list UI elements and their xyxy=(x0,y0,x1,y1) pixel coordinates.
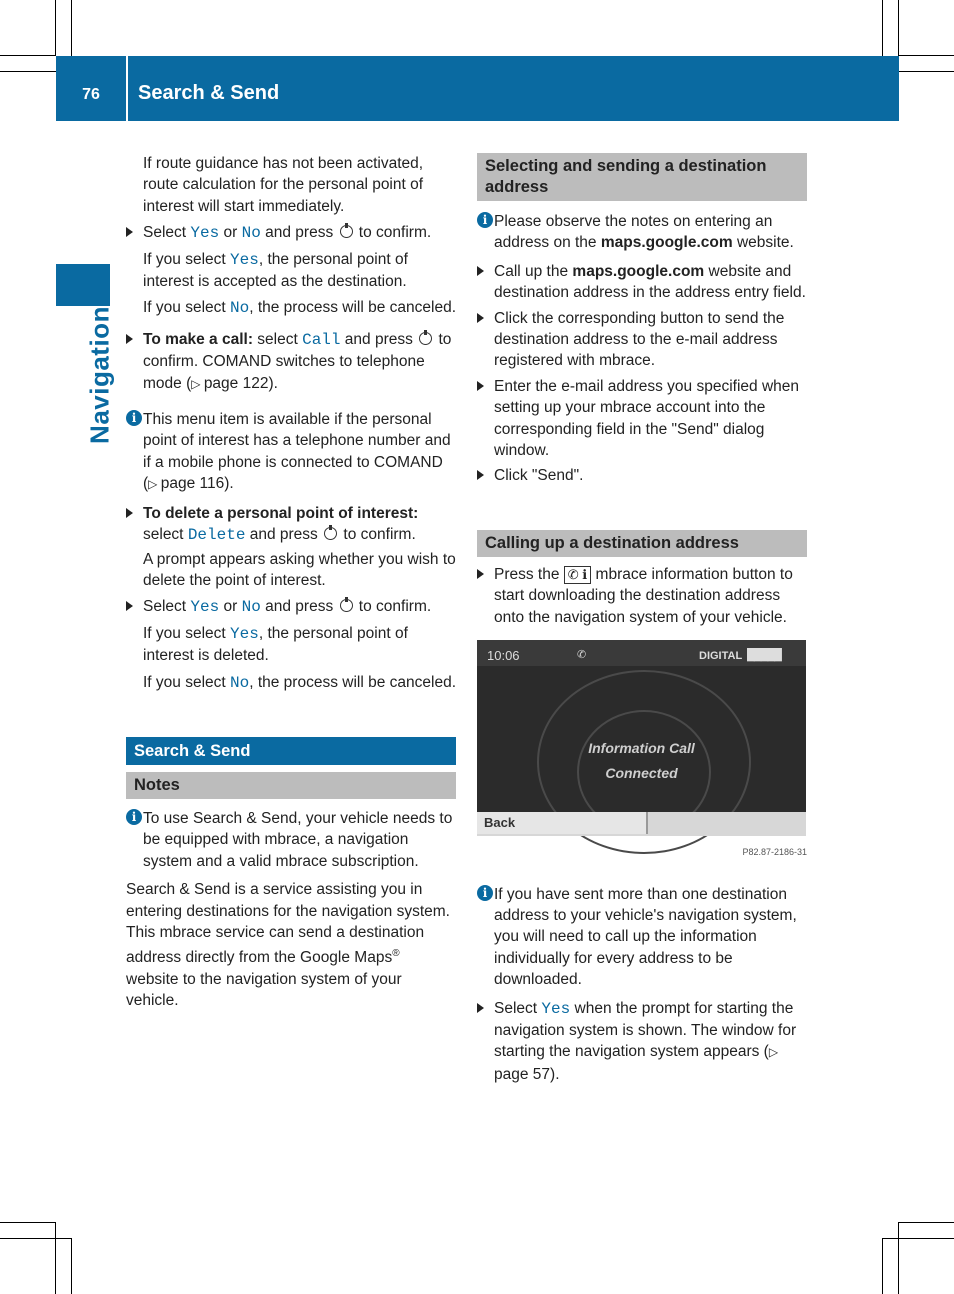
section-heading: Selecting and sending a destination address xyxy=(477,153,807,201)
crop-mark xyxy=(898,0,899,56)
header-title: Search & Send xyxy=(138,82,280,104)
crop-mark xyxy=(882,1238,883,1294)
controller-knob-icon xyxy=(324,527,337,540)
text: , the process will be canceled. xyxy=(249,673,456,691)
status-bar xyxy=(477,640,806,666)
arrow-icon xyxy=(477,381,484,391)
text: , the personal point of interest is accepted as the destination. xyxy=(143,250,408,291)
arrow-icon xyxy=(126,227,133,237)
info-icon: i xyxy=(126,410,142,426)
controller-knob-icon xyxy=(340,599,353,612)
info-call-line: Information Call xyxy=(588,740,695,757)
crop-mark xyxy=(71,0,72,56)
subsection-heading: Notes xyxy=(126,772,456,799)
option-delete: Delete xyxy=(187,526,246,545)
text: when the prompt for starting the navigation system is shown. The window for starting the navigation system appears ( xyxy=(494,999,797,1061)
text: to confirm. xyxy=(339,526,416,544)
option-yes: Yes xyxy=(190,598,220,617)
comand-screenshot xyxy=(477,640,806,836)
page-number: 76 xyxy=(82,86,100,103)
text: and press xyxy=(340,330,418,348)
result-text xyxy=(126,672,456,694)
text: and press xyxy=(260,224,338,242)
list-item xyxy=(477,376,807,462)
list-item xyxy=(477,564,807,628)
list-item xyxy=(477,465,807,486)
arrow-icon xyxy=(477,569,484,579)
option-yes: Yes xyxy=(190,224,220,243)
crop-mark xyxy=(55,1222,56,1294)
page-ref: page 116). xyxy=(160,475,234,493)
text: website and destination address in the address entry field. xyxy=(494,262,806,302)
arrow-icon xyxy=(477,470,484,480)
result-text xyxy=(126,249,456,293)
text: Click the corresponding button to send the destination address to the e-mail address registered with mbrace. xyxy=(494,309,785,370)
text: Select xyxy=(494,999,542,1017)
crop-mark xyxy=(898,1222,899,1294)
info-note xyxy=(477,884,807,991)
page-header xyxy=(56,56,899,121)
crop-mark xyxy=(0,71,56,72)
text: or xyxy=(219,224,242,242)
text: select xyxy=(252,330,303,348)
text: select xyxy=(143,526,188,544)
list-item xyxy=(477,998,807,1086)
text: to confirm. COMAND switches to telephone mode ( xyxy=(143,330,452,392)
page-ref-icon: ▷ xyxy=(148,477,161,492)
arrow-icon xyxy=(477,313,484,323)
connected-line: Connected xyxy=(605,765,678,782)
text: to confirm. xyxy=(354,224,432,242)
left-column xyxy=(126,153,456,1012)
bold-text: maps.google.com xyxy=(600,234,733,252)
clock: 10:06 xyxy=(487,648,520,664)
option-yes: Yes xyxy=(541,999,571,1018)
crop-mark xyxy=(0,1238,72,1239)
text: Select xyxy=(143,598,191,616)
mbrace-info-button-icon: ✆ ℹ xyxy=(564,566,591,584)
text: website to the navigation system of your vehicle. xyxy=(126,970,402,1010)
crop-mark xyxy=(898,1222,954,1223)
arrow-icon xyxy=(477,1003,484,1013)
option-yes: Yes xyxy=(230,250,259,269)
header-divider xyxy=(126,56,128,121)
option-no: No xyxy=(230,673,250,692)
result-text xyxy=(126,623,456,667)
controller-knob-icon xyxy=(340,225,353,238)
list-item xyxy=(477,261,807,304)
option-call: Call xyxy=(302,330,341,349)
section-heading: Search & Send xyxy=(126,737,456,765)
text: Click "Send". xyxy=(494,467,584,485)
side-tab xyxy=(56,264,110,306)
list-item xyxy=(126,222,456,244)
crop-mark xyxy=(882,0,883,56)
signal-bars-icon: █████ xyxy=(747,649,781,662)
list-item xyxy=(126,329,456,395)
option-no: No xyxy=(241,224,261,243)
option-no: No xyxy=(241,598,261,617)
crop-mark xyxy=(898,71,954,72)
info-note xyxy=(126,409,456,496)
option-no: No xyxy=(230,299,250,318)
page-ref-icon: ▷ xyxy=(191,376,204,391)
figure-id: P82.87-2186-31 xyxy=(742,847,807,858)
text: Please observe the notes on entering an address on the xyxy=(494,213,773,252)
arrow-icon xyxy=(477,266,484,276)
intro-text: If route guidance has not been activated, route calculation for the personal point of interest will start immediately. xyxy=(143,155,424,215)
right-column xyxy=(477,153,807,1085)
digital-label: DIGITAL xyxy=(699,650,743,663)
arrow-icon xyxy=(126,508,133,518)
text: and press xyxy=(260,598,338,616)
list-item xyxy=(126,596,456,618)
text: , the personal point of interest is deleted. xyxy=(143,624,408,665)
controller-knob-icon xyxy=(419,332,432,345)
text: This menu item is available if the personal point of interest has a telephone number and if a mobile phone is connected to COMAND ( xyxy=(143,411,451,493)
back-softkey[interactable]: Back xyxy=(477,812,648,834)
info-note xyxy=(126,808,456,872)
result-text xyxy=(126,297,456,319)
text: If you select xyxy=(143,673,231,691)
crop-mark xyxy=(882,1238,954,1239)
info-icon: i xyxy=(126,809,142,825)
text: Search & Send is a service assisting you in entering destinations for the navigation system. This mbrace service can send a destination address directly from the Google Maps xyxy=(126,881,450,967)
prompt-text: A prompt appears asking whether you wish to delete the point of interest. xyxy=(143,550,456,589)
info-note xyxy=(477,211,807,254)
text: If you select xyxy=(143,624,231,642)
page-ref-icon: ▷ xyxy=(768,1045,779,1060)
list-item xyxy=(477,308,807,372)
text: and press xyxy=(245,526,323,544)
section-heading: Calling up a destination address xyxy=(477,530,807,557)
text: website. xyxy=(732,234,794,252)
registered-mark: ® xyxy=(392,948,400,960)
text: To use Search & Send, your vehicle needs to be equipped with mbrace, a navigation system and a valid mbrace subscription. xyxy=(143,809,453,870)
text: If you select xyxy=(143,299,231,317)
text: Select xyxy=(143,224,191,242)
bold-text: To make a call: xyxy=(143,330,253,348)
text: or xyxy=(219,598,242,616)
text: If you select xyxy=(143,250,231,268)
crop-mark xyxy=(0,1222,56,1223)
crop-mark xyxy=(0,55,56,56)
text: Press the xyxy=(494,565,564,583)
arrow-icon xyxy=(126,334,133,344)
bold-text: maps.google.com xyxy=(572,262,705,280)
bold-text: To delete a personal point of interest: xyxy=(143,504,419,522)
text: to confirm. xyxy=(354,598,432,616)
text: , the process will be canceled. xyxy=(249,299,456,317)
text: Enter the e-mail address you specified when setting up your mbrace account into the corresponding field in the "Send" dialog window. xyxy=(494,377,799,460)
arrow-icon xyxy=(126,601,133,611)
info-icon: i xyxy=(477,212,493,228)
list-item xyxy=(126,503,456,547)
crop-mark xyxy=(55,0,56,56)
option-yes: Yes xyxy=(230,624,259,643)
phone-signal-icon: ✆ xyxy=(577,649,587,662)
info-icon: i xyxy=(477,885,493,901)
softkey-bar xyxy=(477,812,806,836)
text: Call up the xyxy=(494,262,573,280)
crop-mark xyxy=(71,1238,72,1294)
page-ref: page 57). xyxy=(494,1065,560,1083)
side-label: Navigation xyxy=(84,306,115,444)
text: If you have sent more than one destination address to your vehicle's navigation system, you will need to call up the information individually for every address to be downloaded. xyxy=(494,885,797,989)
crop-mark xyxy=(898,55,954,56)
body-paragraph xyxy=(126,879,456,1012)
text: mbrace information button to start downloading the destination address onto the navigation system of your vehicle. xyxy=(494,565,793,626)
page-ref: page 122). xyxy=(203,374,278,392)
